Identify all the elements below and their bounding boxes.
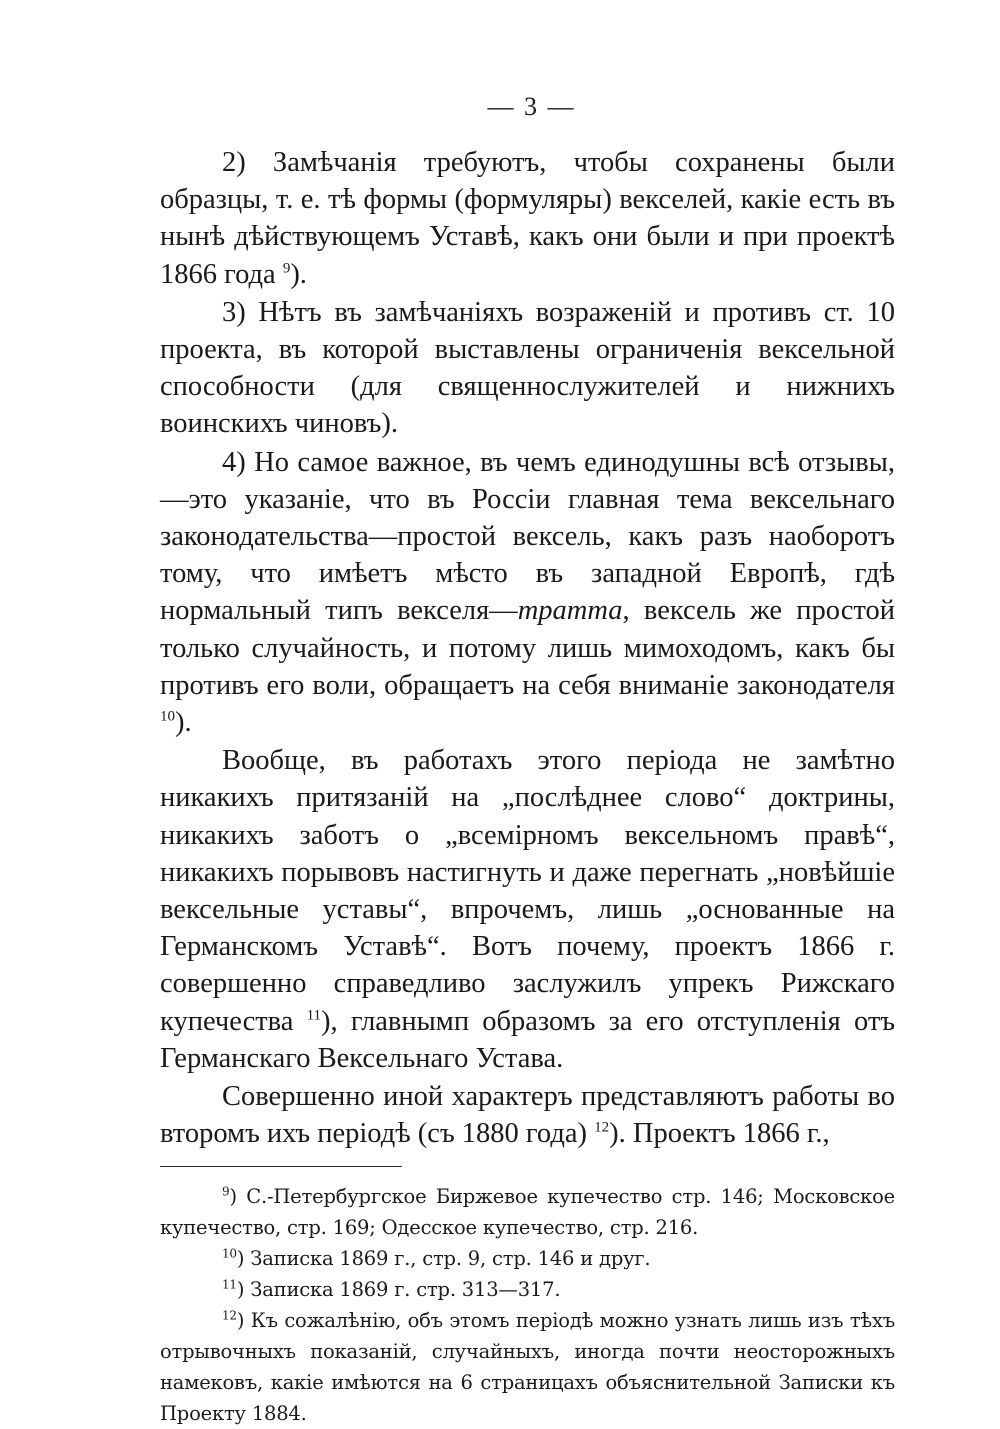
footnote-12: $^{12}$) Къ сожалѣнію, объ этомъ періодѣ можно узнать лишь изъ тѣхъ отрывочныхъ показаній, случайныхъ, иногда почти неосторожныхъ намековъ, какіе имѣются на 6 страницахъ объяснительной Записки къ Проекту 1884. bbox=[160, 1308, 895, 1426]
paragraph-sovershenno: Совершенно иной характеръ представляютъ работы во второмъ ихъ періодѣ (съ 1880 года) $^{12}$). Проектъ 1866 г., bbox=[160, 1081, 895, 1150]
paragraph-voobshche: Вообще, въ работахъ этого періода не замѣтно никакихъ притязаній на „послѣднее слово“ доктрины, никакихъ заботъ о „всемірномъ вексельномъ правѣ“, никакихъ порывовъ настигнуть и даже перегнать „новѣйшіе вексельные уставы“, впрочемъ, лишь „основанные на Германскомъ Уставѣ“. Вотъ почему, проектъ 1866 г. совершенно справедливо заслужилъ упрекъ Рижскаго купечества $^{11}$), главнымп образомъ за его отступленія отъ Германскаго Вексельнаго Устава. bbox=[160, 745, 896, 1074]
footnote-ref-9[interactable]: 9 bbox=[282, 260, 291, 277]
paragraph-4: 4) Но самое важное, въ чемъ единодушны всѣ отзывы,—это указаніе, что въ Россіи главная тема вексельнаго законодательства—простой вексель, какъ разъ наоборотъ тому, что имѣетъ мѣсто въ западной Европѣ, гдѣ нормальный типъ векселя—тратта, вексель же простой только случайность, и потому лишь мимоходомъ, какъ бы противъ его воли, обращаетъ на себя вниманіе законодателя $^{10}$). bbox=[160, 446, 895, 739]
paragraph-2: 2) Замѣчанія требуютъ, чтобы сохранены были образцы, т. е. тѣ формы (формуляры) векселей, какіе есть въ нынѣ дѣйствующемъ Уставѣ, какъ они были и при проектѣ 1866 года $^9$). bbox=[160, 147, 895, 290]
page-number: — 3 — bbox=[487, 92, 576, 121]
footnote-10: $^{10}$) Записка 1869 г., стр. 9, стр. 146 и друг. bbox=[222, 1246, 651, 1271]
paragraph-3: 3) Нѣтъ въ замѣчаніяхъ возраженій и противъ ст. 10 проекта, въ которой выставлены ограниченія вексельной способности (для священнослужителей и нижнихъ воинскихъ чиновъ). bbox=[160, 296, 895, 440]
footnote-ref-11[interactable]: 11 bbox=[306, 1007, 322, 1024]
footnote-divider bbox=[160, 1166, 402, 1167]
italic-term: тратта bbox=[517, 595, 623, 627]
footnote-9: $^9$) С.-Петербургское Биржевое купечество стр. 146; Московское купечество, стр. 169; Одесское купечество, стр. 216. bbox=[160, 1184, 895, 1240]
footnote-ref-12[interactable]: 12 bbox=[594, 1119, 610, 1136]
footnote-11: $^{11}$) Записка 1869 г. стр. 313—317. bbox=[222, 1277, 561, 1302]
document-page bbox=[160, 92, 895, 1429]
main-text bbox=[160, 144, 895, 1152]
footnote-ref-10[interactable]: 10 bbox=[160, 708, 175, 725]
footnotes bbox=[160, 1181, 895, 1429]
